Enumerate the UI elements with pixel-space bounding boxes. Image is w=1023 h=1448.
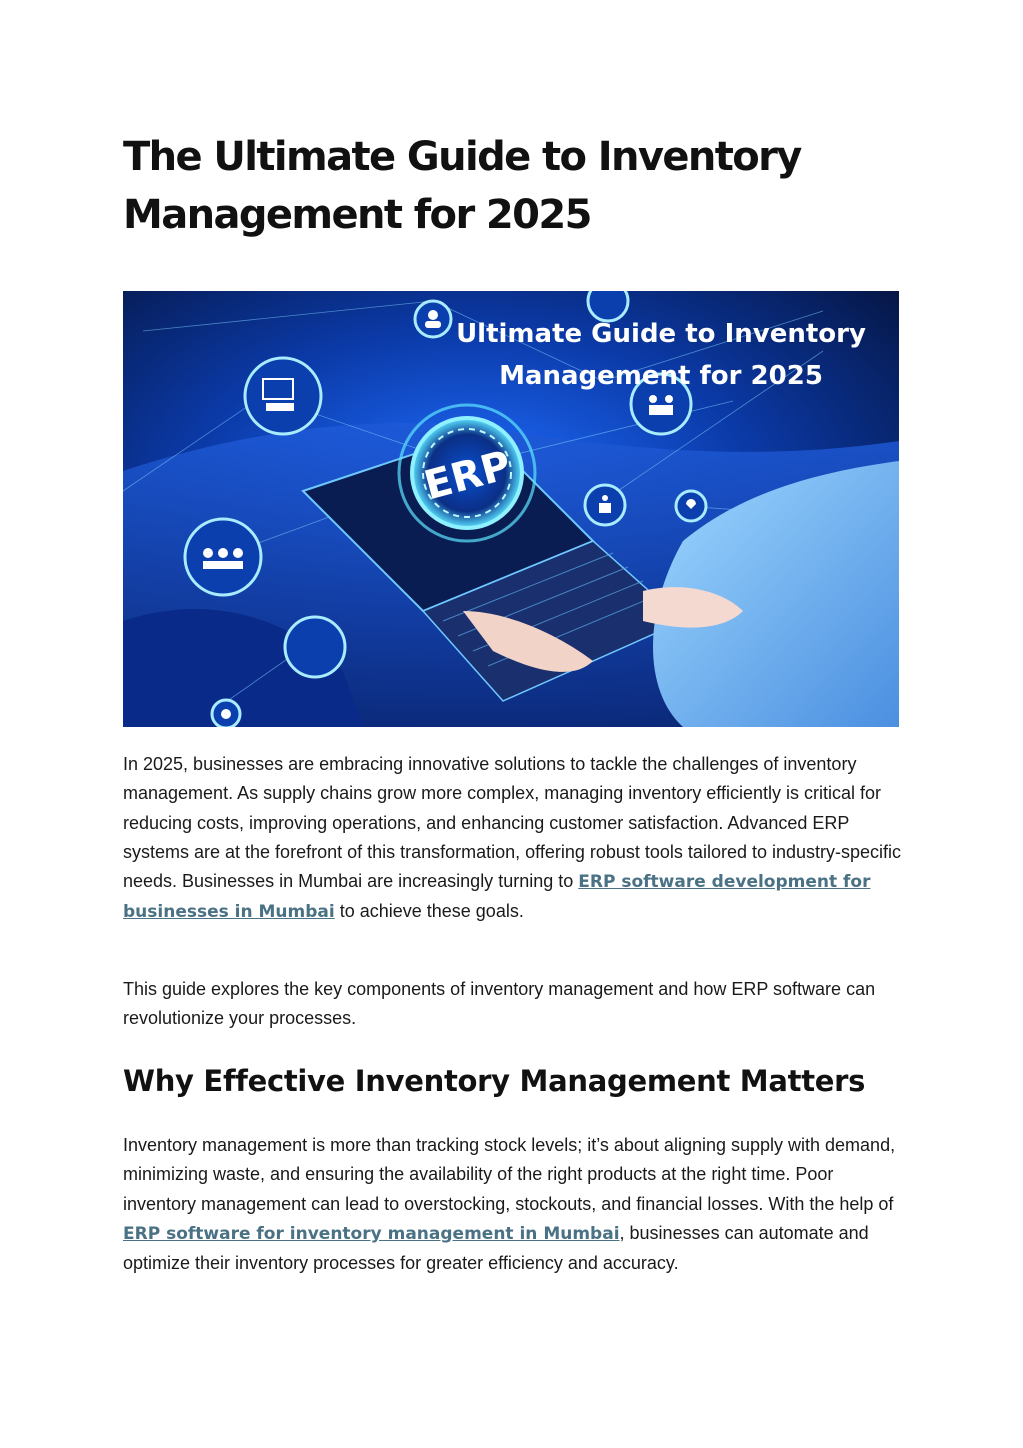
hero-caption-line1: Ultimate Guide to Inventory [456, 319, 866, 349]
intro-paragraph [123, 750, 903, 928]
intro-text-before: In 2025, businesses are embracing innovative solutions to tackle the challenges of inventory management. As supply chains grow more complex, managing inventory efficiently is critical for reducing costs, improving operations, and enhancing customer satisfaction. Advanced ERP systems are at the forefront of this transformation, offering robust tools tailored to industry-specific needs. Businesses in Mumbai are increasingly turning to [123, 754, 902, 892]
hero-image [123, 291, 899, 727]
section-paragraph [123, 1131, 903, 1278]
intro-text-after: to achieve these goals. [334, 901, 524, 922]
page-title: The Ultimate Guide to Inventory Management for 2025 [123, 134, 801, 238]
erp-badge-text: ERP [419, 442, 516, 510]
guide-paragraph: This guide explores the key components of inventory management and how ERP software can revolutionize your processes. [123, 979, 876, 1029]
erp-inventory-link[interactable]: ERP software for inventory management in Mumbai [123, 1223, 620, 1244]
section-text-after: , businesses can automate and optimize their inventory processes for greater efficiency and accuracy. [123, 1222, 869, 1274]
section-heading: Why Effective Inventory Management Matters [123, 1064, 866, 1098]
hero-caption-line2: Management for 2025 [499, 361, 823, 391]
section-text-before: Inventory management is more than tracking stock levels; it’s about aligning supply with demand, minimizing waste, and ensuring the availability of the right products at the right time. Poor inventory management can lead to overstocking, stockouts, and financial losses. With the help of [123, 1135, 896, 1214]
erp-development-link[interactable]: ERP software development for businesses in Mumbai [123, 872, 871, 923]
